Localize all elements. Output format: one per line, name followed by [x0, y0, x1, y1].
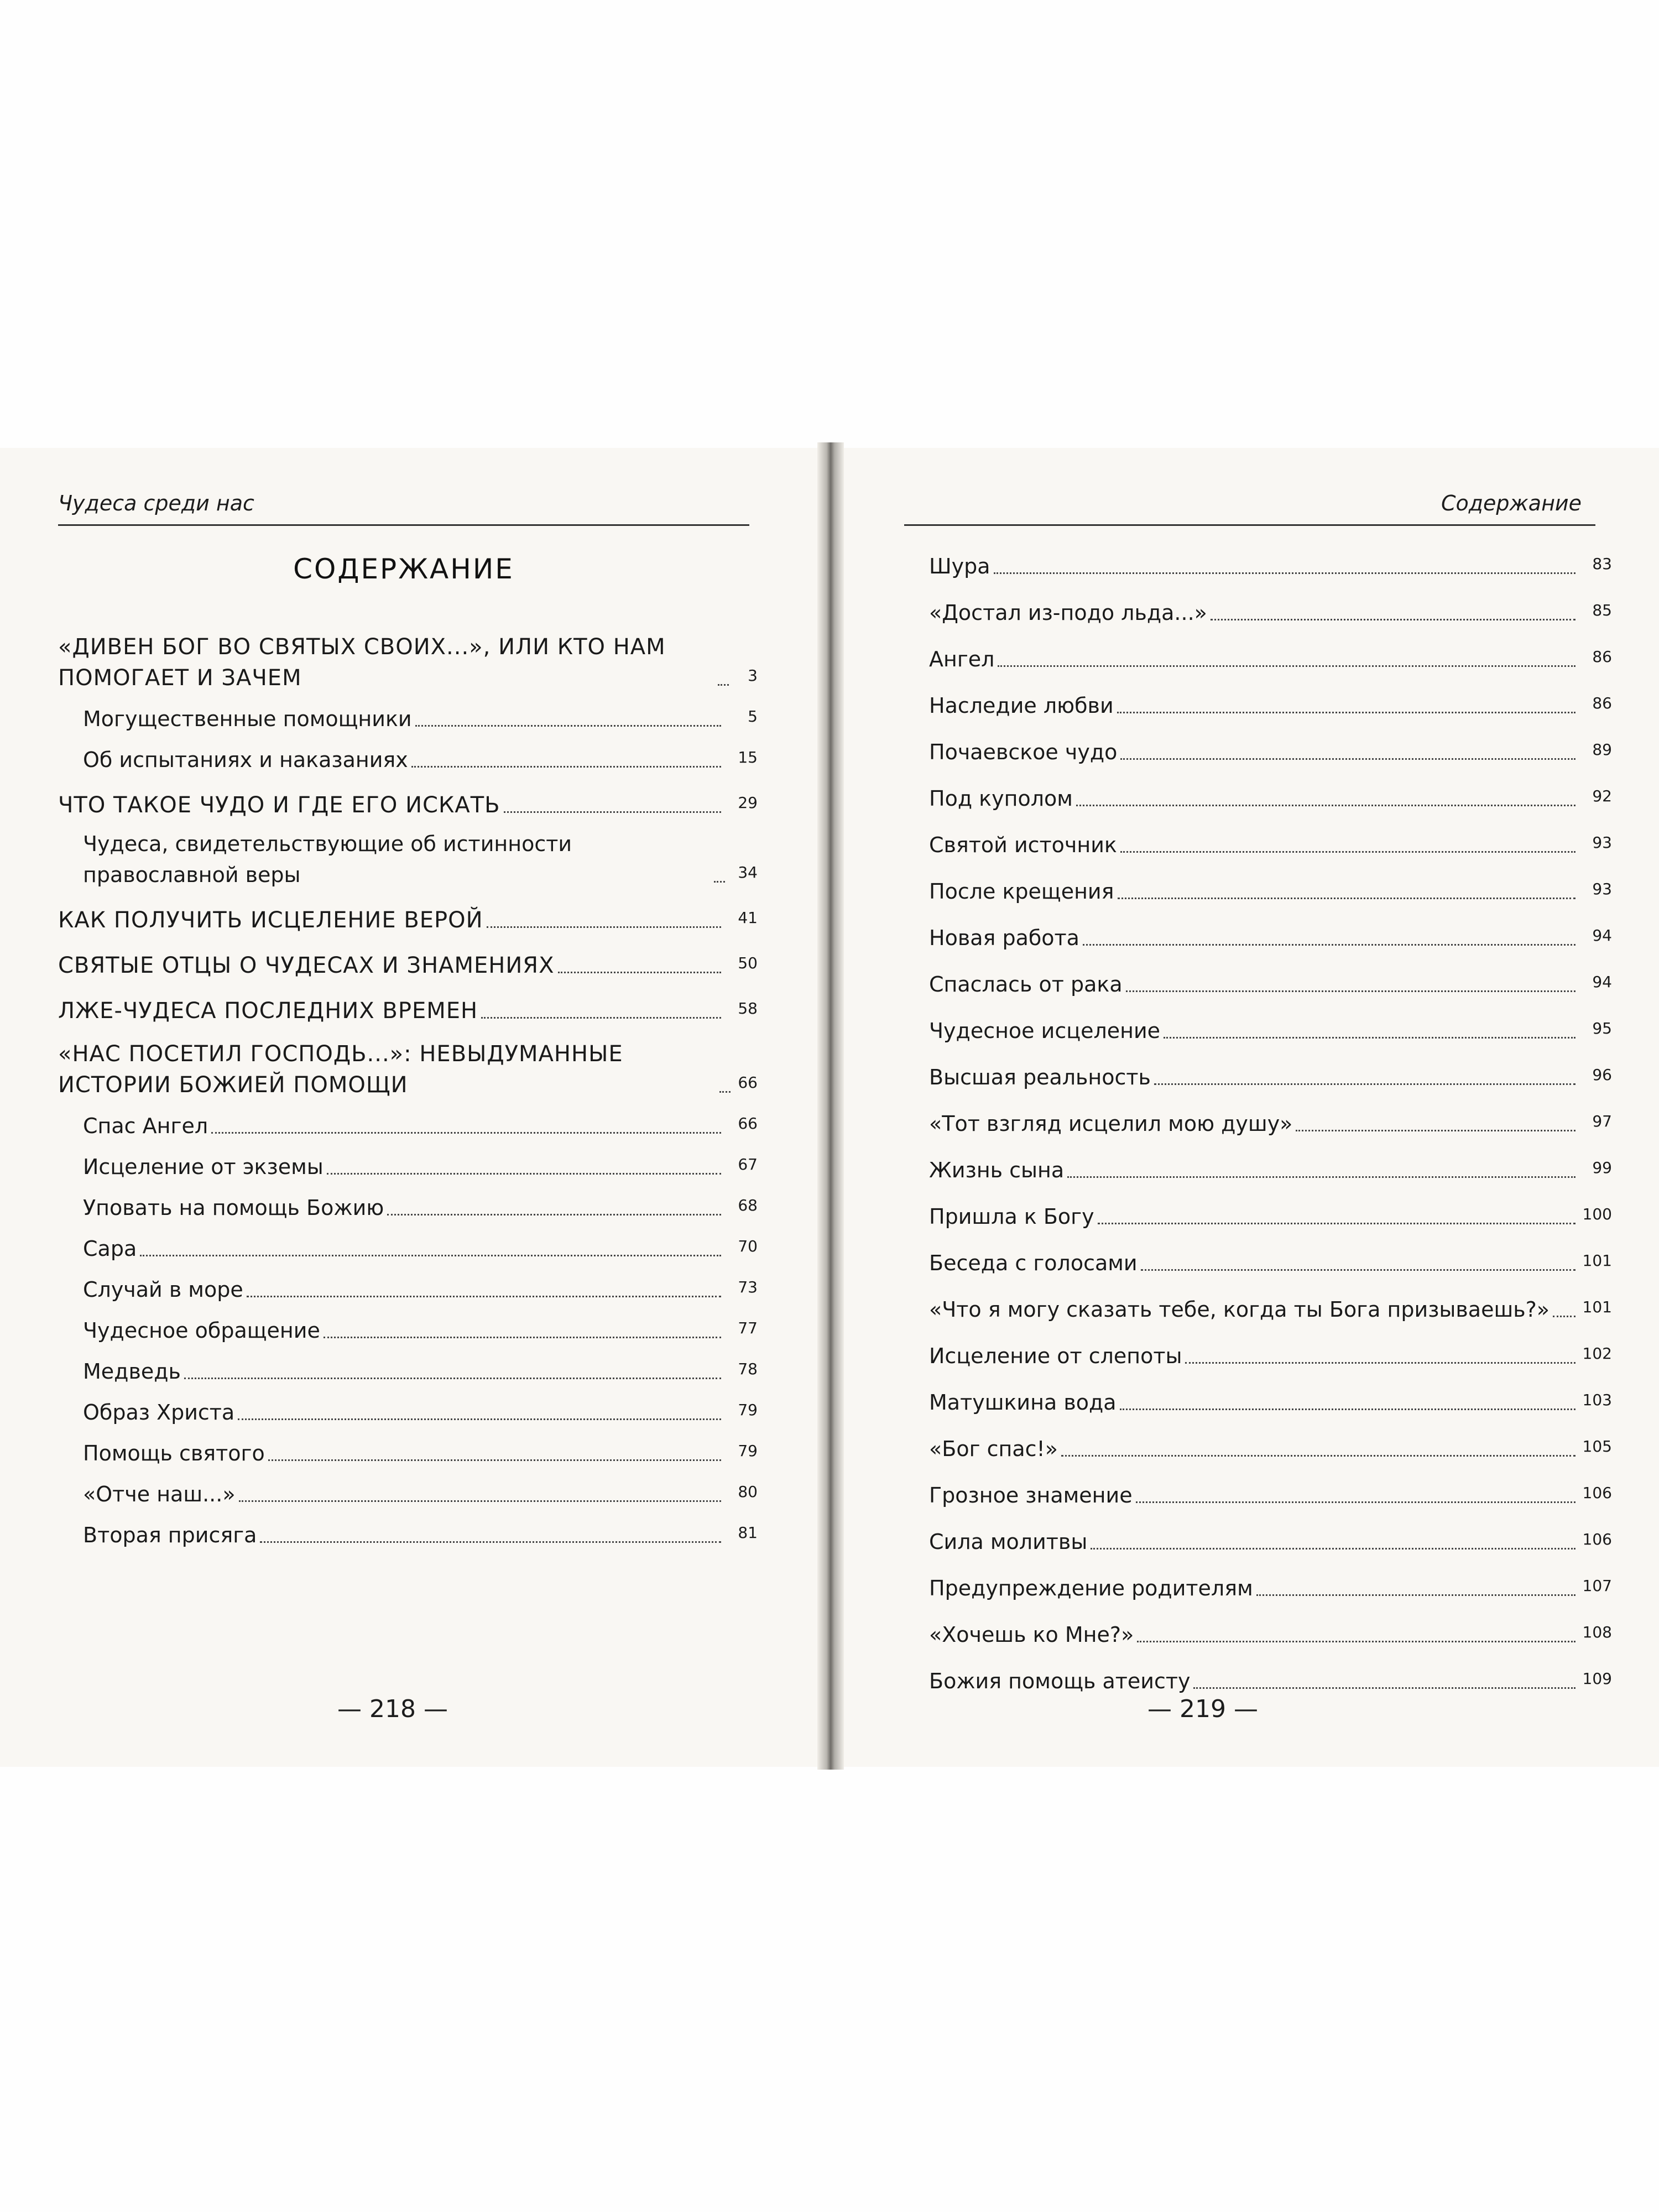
toc-entry-page: 101	[1582, 1298, 1612, 1316]
toc-entry-page: 34	[738, 863, 758, 881]
toc-entry	[58, 1354, 758, 1387]
toc-entry-page: 106	[1582, 1484, 1612, 1502]
toc-entry	[929, 1292, 1612, 1325]
dot-leader	[140, 1255, 721, 1256]
dot-leader	[1193, 1687, 1575, 1689]
toc-entry	[929, 549, 1612, 582]
toc-entry-page: 106	[1582, 1530, 1612, 1548]
toc-entry	[58, 1190, 758, 1223]
toc-entry-title: Исцеление от экземы	[83, 1155, 324, 1179]
toc-entry-title: Вторая присяга	[83, 1523, 257, 1547]
toc-entry	[58, 1272, 758, 1305]
toc-entry-page: 83	[1592, 555, 1612, 573]
toc-entry-page: 86	[1592, 648, 1612, 666]
toc-entry-title: Под куполом	[929, 786, 1073, 811]
toc-entry-title: Сила молитвы	[929, 1530, 1088, 1554]
toc-entry-page: 102	[1582, 1344, 1612, 1363]
toc-entry-title: Чудеса, свидетельствующие об истинности православной веры	[83, 832, 572, 887]
toc-entry-title: ЧТО ТАКОЕ ЧУДО И ГДЕ ЕГО ИСКАТЬ	[58, 792, 500, 818]
toc-entry	[929, 1245, 1612, 1279]
toc-entry-title: Шура	[929, 554, 990, 578]
toc-entry-title: «Отче наш...»	[83, 1482, 236, 1506]
toc-entry-page: 94	[1592, 973, 1612, 991]
toc-entry	[929, 1478, 1612, 1511]
toc-entry	[929, 595, 1612, 628]
toc-entry-page: 81	[738, 1524, 758, 1542]
toc-entry	[58, 948, 758, 981]
page-number-left: — 218 —	[337, 1695, 448, 1723]
toc-entry	[929, 1013, 1612, 1046]
dot-leader	[487, 926, 721, 928]
toc-entry	[929, 827, 1612, 860]
toc-entry-page: 92	[1592, 787, 1612, 805]
dot-leader	[718, 684, 729, 686]
toc-entry	[58, 1436, 758, 1469]
dot-leader	[1126, 990, 1575, 992]
toc-entry-title: Сара	[83, 1237, 137, 1261]
toc-entry-page: 73	[738, 1278, 758, 1296]
dot-leader	[247, 1296, 721, 1297]
dot-leader	[415, 725, 721, 727]
dot-leader	[1164, 1037, 1575, 1039]
toc-entry-title: Грозное знамение	[929, 1483, 1133, 1507]
toc-entry-title: Святой источник	[929, 833, 1117, 857]
dot-leader	[1256, 1594, 1575, 1596]
toc-entry-page: 67	[738, 1155, 758, 1173]
toc-entry-title: Помощь святого	[83, 1441, 265, 1465]
dot-leader	[327, 1173, 721, 1175]
dot-leader	[211, 1132, 721, 1134]
dot-leader	[411, 766, 721, 768]
toc-entry-page: 86	[1592, 694, 1612, 712]
toc-title: СОДЕРЖАНИЕ	[293, 553, 514, 585]
running-head-right: Содержание	[1441, 491, 1582, 515]
toc-entry-page: 68	[738, 1196, 758, 1214]
dot-leader	[1137, 1641, 1575, 1642]
dot-leader	[1185, 1362, 1575, 1364]
toc-entry	[929, 1617, 1612, 1650]
toc-entry-page: 41	[738, 909, 758, 927]
toc-entry-title: «Хочешь ко Мне?»	[929, 1623, 1134, 1647]
dot-leader	[1141, 1269, 1575, 1271]
dot-leader	[1091, 1548, 1575, 1550]
toc-entry-page: 29	[738, 794, 758, 812]
dot-leader	[1083, 944, 1575, 946]
toc-entry-title: Наследие любви	[929, 693, 1114, 718]
dot-leader	[1120, 1408, 1575, 1410]
dot-leader	[1098, 1223, 1575, 1224]
toc-entry	[58, 1395, 758, 1428]
toc-entry-page: 80	[738, 1483, 758, 1501]
dot-leader	[1117, 712, 1575, 713]
toc-entry	[58, 1231, 758, 1264]
toc-entry-page: 58	[738, 999, 758, 1018]
dot-leader	[998, 665, 1575, 667]
toc-entry-page: 93	[1592, 880, 1612, 898]
toc-entry-page: 79	[738, 1401, 758, 1419]
toc-entry-page: 96	[1592, 1066, 1612, 1084]
toc-entry	[58, 632, 758, 693]
toc-list-left	[58, 619, 758, 1551]
toc-entry-title: После крещения	[929, 879, 1114, 904]
toc-entry-title: Случай в море	[83, 1277, 243, 1302]
toc-entry	[929, 1571, 1612, 1604]
toc-entry	[929, 781, 1612, 814]
toc-entry	[929, 1663, 1612, 1697]
toc-entry-page: 103	[1582, 1391, 1612, 1409]
book-gutter	[817, 442, 844, 1770]
toc-entry-title: Ангел	[929, 647, 995, 671]
toc-entry	[929, 734, 1612, 768]
dot-leader	[260, 1541, 721, 1543]
right-page	[841, 448, 1659, 1767]
toc-entry	[58, 1517, 758, 1551]
running-head-left: Чудеса среди нас	[58, 491, 254, 515]
dot-leader	[1067, 1176, 1575, 1178]
toc-entry	[929, 1431, 1612, 1464]
page-number-right: — 219 —	[1147, 1695, 1258, 1723]
toc-entry-page: 94	[1592, 926, 1612, 945]
toc-entry-title: Матушкина вода	[929, 1390, 1117, 1415]
toc-entry	[929, 641, 1612, 675]
toc-entry	[58, 742, 758, 775]
toc-entry-page: 99	[1592, 1159, 1612, 1177]
toc-entry-title: Образ Христа	[83, 1400, 235, 1425]
toc-entry-page: 108	[1582, 1623, 1612, 1641]
toc-entry-page: 77	[738, 1319, 758, 1337]
left-page	[0, 448, 821, 1767]
toc-entry-title: Божия помощь атеисту	[929, 1669, 1191, 1693]
toc-entry	[58, 902, 758, 936]
toc-entry	[929, 1524, 1612, 1557]
dot-leader	[1136, 1501, 1575, 1503]
toc-entry	[929, 688, 1612, 721]
toc-entry	[58, 1149, 758, 1182]
toc-entry	[929, 920, 1612, 953]
toc-list-right	[929, 535, 1612, 1697]
toc-entry-title: Беседа с голосами	[929, 1251, 1138, 1275]
dot-leader	[719, 1091, 731, 1093]
toc-entry-page: 78	[738, 1360, 758, 1378]
toc-entry-page: 70	[738, 1237, 758, 1255]
toc-entry-title: «Достал из-подо льда...»	[929, 601, 1207, 625]
toc-entry	[58, 1108, 758, 1141]
toc-entry-page: 50	[738, 954, 758, 972]
toc-entry-title: Чудесное обращение	[83, 1318, 320, 1343]
dot-leader	[1211, 619, 1575, 620]
toc-entry-title: Чудесное исцеление	[929, 1019, 1161, 1043]
toc-entry-page: 101	[1582, 1251, 1612, 1270]
dot-leader	[1120, 851, 1575, 853]
toc-entry	[58, 993, 758, 1026]
dot-leader	[387, 1214, 721, 1215]
toc-entry-title: КАК ПОЛУЧИТЬ ИСЦЕЛЕНИЕ ВЕРОЙ	[58, 907, 483, 933]
dot-leader	[504, 811, 721, 813]
dot-leader	[994, 572, 1575, 574]
dot-leader	[1120, 758, 1575, 760]
dot-leader	[1154, 1083, 1575, 1085]
toc-entry	[929, 1385, 1612, 1418]
toc-entry-page: 95	[1592, 1019, 1612, 1037]
toc-entry-title: Об испытаниях и наказаниях	[83, 748, 408, 772]
toc-entry-title: Новая работа	[929, 926, 1079, 950]
dot-leader	[1553, 1316, 1575, 1317]
toc-entry-title: Пришла к Богу	[929, 1204, 1094, 1229]
toc-entry	[58, 828, 758, 890]
toc-entry-title: «Тот взгляд исцелил мою душу»	[929, 1112, 1293, 1136]
toc-entry	[929, 1152, 1612, 1186]
toc-entry-page: 85	[1592, 601, 1612, 619]
dot-leader	[184, 1378, 721, 1379]
toc-entry	[929, 874, 1612, 907]
toc-entry-title: Исцеление от слепоты	[929, 1344, 1182, 1368]
dot-leader	[714, 881, 725, 883]
dot-leader	[268, 1459, 721, 1461]
toc-entry-title: Жизнь сына	[929, 1158, 1065, 1182]
header-rule-left	[58, 524, 749, 526]
toc-entry	[58, 1039, 758, 1100]
toc-entry-title: «Что я могу сказать тебе, когда ты Бога призываешь?»	[929, 1297, 1550, 1322]
toc-entry-page: 15	[738, 748, 758, 766]
toc-entry	[58, 701, 758, 734]
toc-entry-page: 100	[1582, 1205, 1612, 1223]
toc-entry-title: СВЯТЫЕ ОТЦЫ О ЧУДЕСАХ И ЗНАМЕНИЯХ	[58, 953, 555, 978]
dot-leader	[481, 1017, 721, 1019]
toc-entry-page: 66	[738, 1073, 758, 1092]
toc-entry	[929, 967, 1612, 1000]
toc-entry-title: Почаевское чудо	[929, 740, 1118, 764]
toc-entry-page: 5	[748, 707, 758, 726]
toc-entry	[58, 1477, 758, 1510]
toc-entry-page: 3	[748, 666, 758, 685]
toc-entry-page: 97	[1592, 1112, 1612, 1130]
dot-leader	[239, 1500, 721, 1502]
dot-leader	[238, 1418, 721, 1420]
toc-entry-title: ЛЖЕ-ЧУДЕСА ПОСЛЕДНИХ ВРЕМЕН	[58, 998, 478, 1024]
toc-entry	[929, 1106, 1612, 1139]
toc-entry-title: Спаслась от рака	[929, 972, 1123, 997]
dot-leader	[1296, 1130, 1575, 1131]
toc-entry	[58, 787, 758, 821]
toc-entry-title: «Бог спас!»	[929, 1437, 1058, 1461]
toc-entry-title: Медведь	[83, 1359, 181, 1384]
dot-leader	[558, 972, 722, 973]
toc-entry	[929, 1199, 1612, 1232]
toc-entry-title: Высшая реальность	[929, 1065, 1151, 1089]
toc-entry-title: Предупреждение родителям	[929, 1576, 1253, 1600]
toc-entry-page: 105	[1582, 1437, 1612, 1455]
header-rule-right	[904, 524, 1595, 526]
toc-entry-page: 93	[1592, 833, 1612, 852]
toc-entry-title: «ДИВЕН БОГ ВО СВЯТЫХ СВОИХ...», ИЛИ КТО НАМ ПОМОГАЕТ И ЗАЧЕМ	[58, 634, 666, 691]
toc-entry-page: 66	[738, 1114, 758, 1133]
toc-entry-title: Могущественные помощники	[83, 707, 412, 731]
dot-leader	[324, 1337, 721, 1338]
dot-leader	[1118, 898, 1576, 899]
dot-leader	[1076, 805, 1575, 806]
toc-entry	[929, 1060, 1612, 1093]
toc-entry-page: 107	[1582, 1577, 1612, 1595]
toc-entry-page: 109	[1582, 1670, 1612, 1688]
toc-entry-page: 89	[1592, 740, 1612, 759]
toc-entry	[929, 1338, 1612, 1371]
toc-entry-title: «НАС ПОСЕТИЛ ГОСПОДЬ...»: НЕВЫДУМАННЫЕ ИСТОРИИ БОЖИЕЙ ПОМОЩИ	[58, 1041, 623, 1098]
toc-entry-page: 79	[738, 1442, 758, 1460]
toc-entry	[58, 1313, 758, 1346]
dot-leader	[1061, 1455, 1575, 1457]
toc-entry-title: Спас Ангел	[83, 1114, 208, 1138]
toc-entry-title: Уповать на помощь Божию	[83, 1196, 384, 1220]
